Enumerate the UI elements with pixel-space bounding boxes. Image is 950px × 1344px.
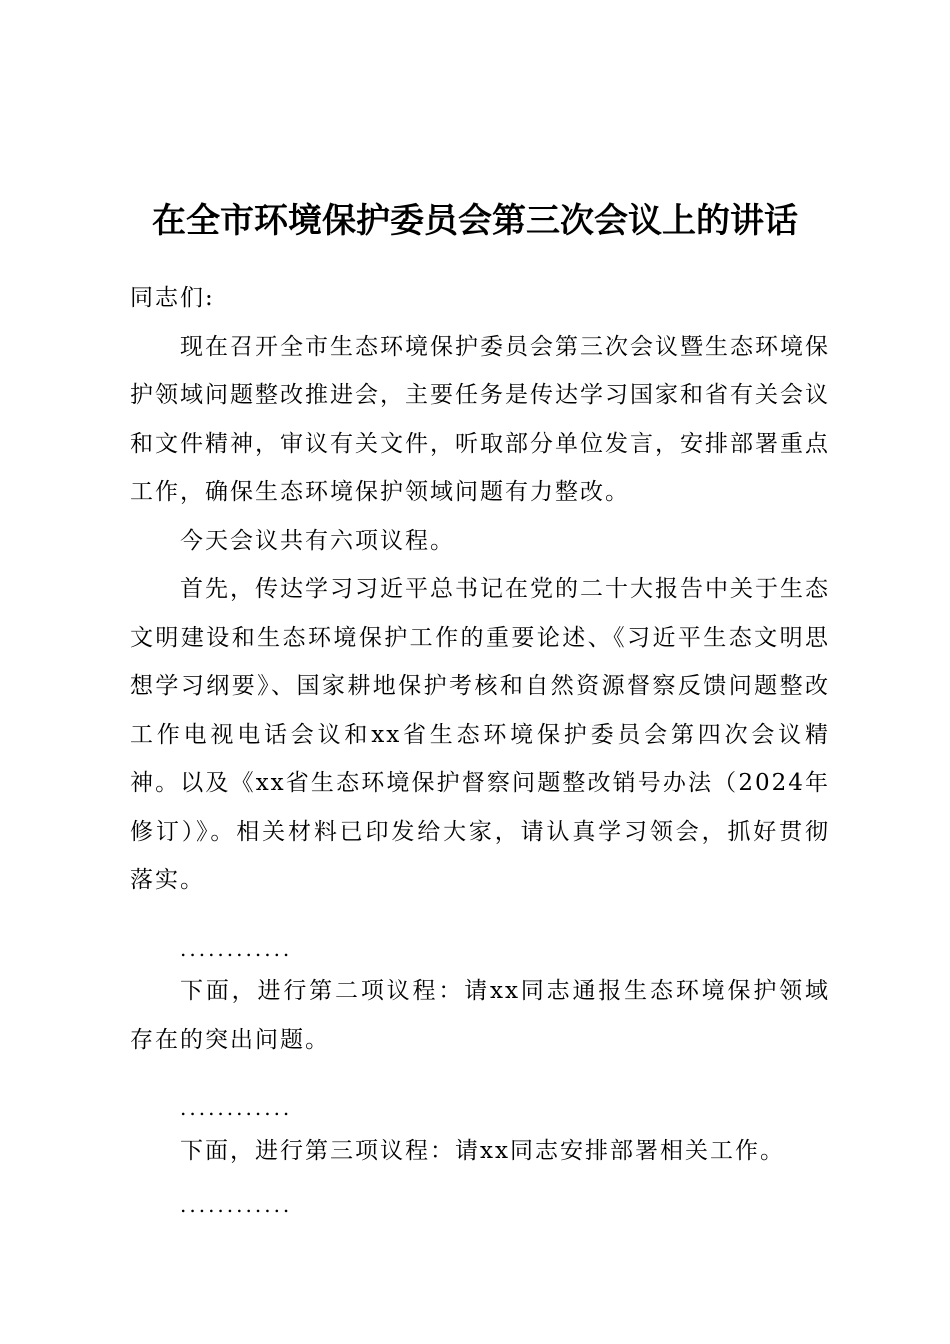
page-title: 在全市环境保护委员会第三次会议上的讲话 bbox=[152, 201, 798, 241]
ellipsis-separator: ............ bbox=[180, 936, 293, 961]
spacer bbox=[130, 905, 830, 919]
paragraph-item-two: 下面，进行第二项议程：请xx同志通报生态环境保护领域存在的突出问题。 bbox=[130, 978, 830, 1053]
ellipsis-separator: ............ bbox=[180, 1096, 293, 1120]
paragraph-item-three: 下面，进行第三项议程：请xx同志安排部署相关工作。 bbox=[180, 1137, 785, 1164]
paragraph-item-one: 首先，传达学习习近平总书记在党的二十大报告中关于生态文明建设和生态环境保护工作的重要论述、《习近平生态文明思想学习纲要》、国家耕地保护考核和自然资源督察反馈问题整改工作电视电话会议和xx省生态环境保护委员会第四次会议精神。以及《xx省生态环境保护督察问题整改销号办法（2024年修订）》。相关材料已印发给大家，请认真学习领会，抓好贯彻落实。 bbox=[130, 576, 830, 893]
speech-body bbox=[130, 274, 830, 1224]
paragraph-opening: 现在召开全市生态环境保护委员会第三次会议暨生态环境保护领域问题整改推进会，主要任务是传达学习国家和省有关会议和文件精神，审议有关文件，听取部分单位发言，安排部署重点工作，确保生态环境保护领域问题有力整改。 bbox=[130, 333, 830, 505]
paragraph-agenda: 今天会议共有六项议程。 bbox=[180, 527, 455, 554]
ellipsis-separator: ............ bbox=[180, 1193, 293, 1217]
spacer bbox=[130, 1064, 830, 1078]
salutation: 同志们: bbox=[130, 285, 215, 311]
